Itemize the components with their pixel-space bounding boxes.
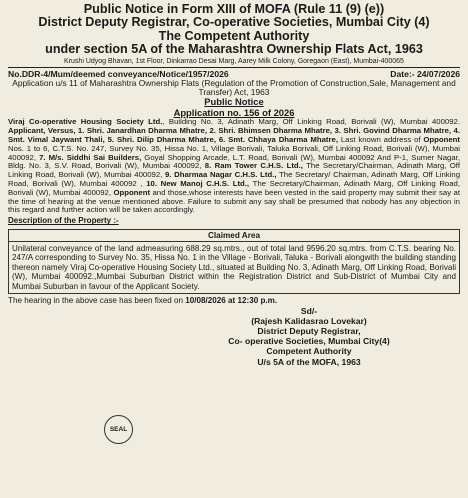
seal-stamp: SEAL (104, 415, 133, 444)
claimed-area-box (8, 229, 460, 294)
hearing-line (8, 296, 460, 306)
signatory-role: Co- operative Societies, Mumbai City(4) (228, 336, 390, 347)
reference-number: No.DDR-4/Mum/deemed conveyance/Notice/1957/2026 (8, 68, 229, 79)
opponent-10: 10. New Manoj C.H.S. Ltd., (146, 178, 250, 188)
opponent-label: Opponent (113, 187, 151, 197)
signatory-role: U/s 5A of the MOFA, 1963 (257, 356, 361, 367)
body-text: The Secretary/ Chairman, Adinath Marg, Off Linking Road, Borivali (W), Mumbai 400092 , (8, 170, 461, 188)
applicant-name: Viraj Co-operative Housing Society Ltd. (8, 117, 163, 127)
signatory-role: District Deputy Registrar, (257, 325, 361, 336)
body-text: The Secretary/Chairman, Adinath Marg, Off Linking Road, Borivali (W), Mumbai 400092, (8, 178, 461, 197)
notice-heading-authority: The Competent Authority (158, 28, 310, 43)
signatory-name: (Rajesh Kalidasrao Lovekar) (251, 315, 367, 326)
notice-heading-form: Public Notice in Form XIII of MOFA (Rule 11 (9) (e)) (83, 2, 385, 16)
notice-date: Date:- 24/07/2026 (390, 68, 460, 79)
body-text: and those,whose interests have been vested in the said property may submit their say at the time of hearing at the venue mentioned above. Failure to submit any say shall be presumed that nobody has any objection in this regard and further action will be taken accordingly. (8, 187, 461, 215)
claimed-area-text: Unilateral conveyance of the land admeasuring 688.29 sq.mtrs., out of total land 9596.20 sq.mtrs. from C.T.S. bearing No. 247/A corresponding to Survey No. 35, Hissa No. 1 in the Village - Borivali, Taluka - Borivali alongwith the building standing thereon namely Viraj Co-operative Housing Society Ltd., situated at Building No. 3, Adinath Marg, Off Linking Road, Borivali (W), Mumbai 400092.,Mumbai Suburban District within the Registration District and Sub-District of Mumbai City and Mumbai Suburban in favour of the Applicant Society. (12, 243, 456, 291)
hearing-datetime: 10/08/2026 at 12:30 p.m. (185, 295, 278, 305)
notice-heading-registrar: District Deputy Registrar, Co-operative Societies, Mumbai City (4) (38, 15, 430, 30)
signature-block (158, 306, 460, 367)
body-text: The Secretary/Chairman, Adinath Marg, Off Linking Road, Borivali (W), Mumbai 400092, (8, 161, 460, 180)
signatory-role: Competent Authority (266, 346, 352, 357)
hearing-text: The hearing in the above case has been fixed on (8, 295, 186, 305)
opponent-label: Opponent (423, 135, 460, 144)
body-text: Goyal Shopping Arcade, L.T. Road, Borivali (W), Mumbai 400092 And P-1, Sumer Nagar, Bldg. No. 3, S.V. Road, Borivali (W), Mumbai 400092, (8, 152, 460, 171)
office-address: Krushi Udyog Bhavan, 1st Floor, Dinkarrao Desai Marg, Aarey Milk Colony, Goregaon (East), Mumbai-400065 (64, 57, 404, 65)
opponent-7: 7. M/s. Siddhi Sai Builders, (39, 152, 142, 162)
opponent-9: 9. Dharmaa Nagar C.H.S. Ltd., (164, 170, 277, 180)
claimed-area-heading: Claimed Area (9, 230, 459, 242)
opponent-8: 8. Ram Tower C.H.S. Ltd., (204, 161, 303, 171)
application-intro: Application u/s 11 of Maharashtra Ownership Flats (Regulation of the Promotion of Construction,Sale, Management and Transfer) Act, 1963 (12, 77, 456, 97)
signature-sd: Sd/- (300, 305, 318, 316)
notice-body (8, 118, 460, 215)
notice-heading-section: under section 5A of the Maharashtra Ownership Flats Act, 1963 (45, 42, 423, 57)
application-number: Application no. 156 of 2026 (173, 106, 295, 118)
applicant-address: , Building No. 3, Adinath Marg, Off Linking Road, Borivali (W), Mumbai 400092. (162, 117, 460, 127)
notice-title: Public Notice (204, 96, 264, 108)
divider (8, 67, 460, 68)
body-text: Last known address of (337, 135, 424, 144)
opponents-list: Applicant, Versus, 1. Shri. Janardhan Dharma Mhatre, 2. Shri. Bhimsen Dharma Mhatre, 3. Shri. Govind Dharma Mhatre, 4. Smt. Vimal Jaywant Thali, 5. Shri. Dilip Dharma Mhatre, 6. Smt. Chhaya Dharma Mhatre, (8, 126, 460, 144)
property-description-label: Description of the Property :- (8, 216, 119, 226)
body-text: Nos. 1 to 6, C.T.S. No. 247, Survey No. 35, Hissa No. 1, Village Borivali, Taluka Borivali, Off Linking Road, Borivali (W), Mumbai 400092, (8, 143, 460, 162)
